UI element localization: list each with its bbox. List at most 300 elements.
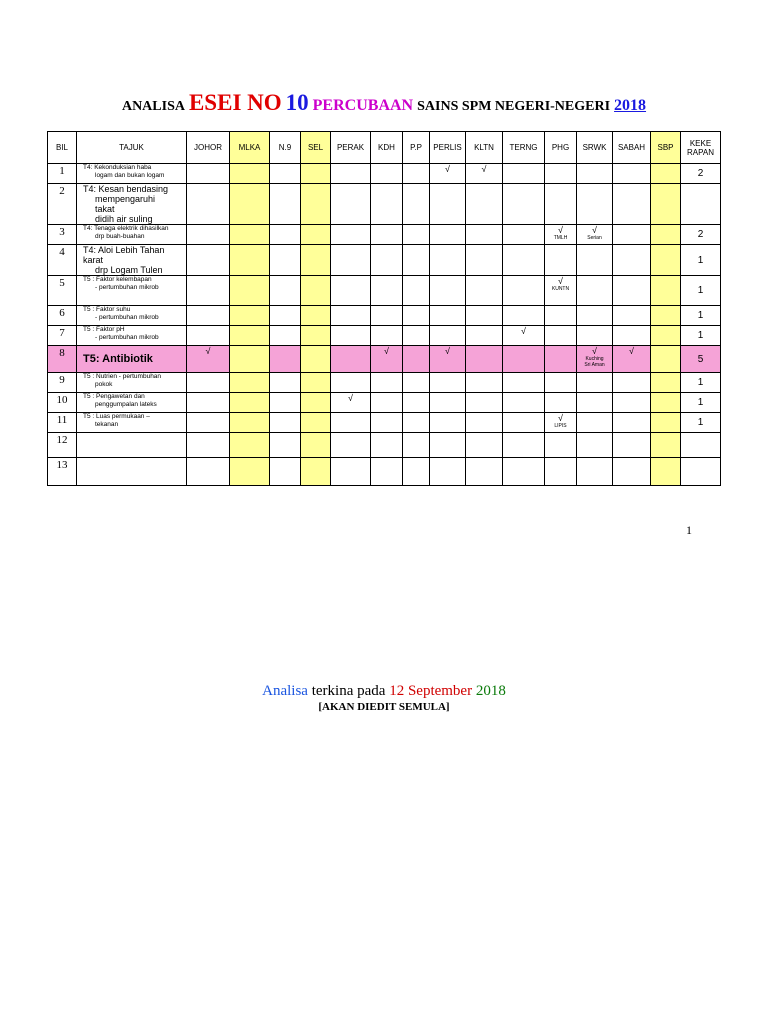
state-cell	[577, 306, 613, 326]
state-cell	[301, 326, 331, 346]
state-cell	[503, 164, 545, 184]
row-number: 10	[56, 394, 68, 406]
state-cell	[301, 458, 331, 486]
table-row	[48, 346, 721, 373]
state-cell	[651, 458, 681, 486]
frequency-cell: 1	[681, 393, 721, 413]
footer-note: [AKAN DIEDIT SEMULA]	[318, 701, 450, 713]
state-cell	[466, 326, 503, 346]
state-cell	[301, 393, 331, 413]
state-cell	[613, 458, 651, 486]
state-cell	[651, 184, 681, 225]
row-number: 5	[59, 277, 65, 289]
state-cell	[371, 393, 403, 413]
state-cell	[187, 276, 230, 306]
state-cell	[613, 276, 651, 306]
state-cell	[371, 306, 403, 326]
frequency-cell: 2	[681, 164, 721, 184]
frequency-cell: 1	[681, 245, 721, 276]
state-cell	[651, 306, 681, 326]
state-cell	[371, 164, 403, 184]
state-cell	[577, 225, 613, 245]
state-cell	[466, 433, 503, 458]
topic-text: T5 : Faktor suhu	[83, 306, 131, 313]
topic-text: tekanan	[95, 421, 119, 428]
state-cell	[503, 433, 545, 458]
state-cell	[613, 225, 651, 245]
state-cell	[503, 413, 545, 433]
state-cell	[403, 346, 430, 373]
frequency-cell	[681, 433, 721, 458]
state-cell	[577, 184, 613, 225]
footer-updated-line	[0, 683, 768, 700]
table-row	[48, 393, 721, 413]
column-header: SBP	[651, 132, 681, 164]
state-cell	[230, 184, 270, 225]
state-cell	[331, 184, 371, 225]
title-word-number: 10	[285, 90, 309, 115]
check-mark-icon: √	[445, 164, 450, 174]
state-cell	[545, 164, 577, 184]
state-cell	[466, 225, 503, 245]
footer-month: September	[407, 683, 473, 699]
state-cell	[187, 245, 230, 276]
state-cell	[270, 245, 301, 276]
row-number-cell	[48, 373, 77, 393]
topic-cell	[77, 276, 187, 306]
topic-text: - pertumbuhan mikrob	[95, 334, 159, 341]
column-header: KEKE RAPAN	[681, 132, 721, 164]
column-header: P.P	[403, 132, 430, 164]
state-cell	[301, 413, 331, 433]
row-number: 7	[59, 327, 65, 339]
column-header: SABAH	[613, 132, 651, 164]
footer-word-terkina: terkina pada	[311, 683, 386, 699]
state-cell	[187, 225, 230, 245]
state-cell	[331, 346, 371, 373]
topic-cell	[77, 326, 187, 346]
state-cell	[331, 373, 371, 393]
state-cell	[270, 225, 301, 245]
state-cell	[651, 393, 681, 413]
topic-text: T5: Antibiotik	[83, 353, 153, 365]
state-cell	[430, 393, 466, 413]
state-cell	[466, 276, 503, 306]
state-cell	[545, 184, 577, 225]
state-cell	[466, 346, 503, 373]
topic-text: T5 : Nutrien - pertumbuhan	[83, 373, 162, 380]
table-row	[48, 276, 721, 306]
state-cell	[331, 225, 371, 245]
state-cell	[430, 245, 466, 276]
topic-cell	[77, 306, 187, 326]
state-cell	[545, 373, 577, 393]
state-cell	[371, 373, 403, 393]
frequency-cell: 1	[681, 413, 721, 433]
page-title	[0, 90, 768, 116]
state-cell	[651, 225, 681, 245]
row-number-cell	[48, 346, 77, 373]
title-word-esei-no: ESEI NO	[188, 90, 282, 115]
state-cell	[331, 433, 371, 458]
state-cell	[371, 245, 403, 276]
state-cell	[301, 276, 331, 306]
topic-cell	[77, 346, 187, 373]
state-cell	[331, 306, 371, 326]
table-header-row	[48, 132, 721, 164]
state-cell	[301, 346, 331, 373]
state-cell	[403, 184, 430, 225]
state-cell	[270, 373, 301, 393]
state-cell	[301, 373, 331, 393]
topic-cell	[77, 373, 187, 393]
state-cell	[651, 276, 681, 306]
topic-text: takat	[95, 204, 115, 214]
state-cell	[651, 326, 681, 346]
state-cell	[371, 413, 403, 433]
state-cell	[613, 413, 651, 433]
state-cell	[187, 306, 230, 326]
state-cell	[371, 326, 403, 346]
state-cell	[403, 373, 430, 393]
state-cell	[503, 346, 545, 373]
state-cell	[651, 164, 681, 184]
state-cell	[331, 164, 371, 184]
state-cell	[270, 326, 301, 346]
table-row	[48, 245, 721, 276]
state-cell	[430, 458, 466, 486]
state-cell	[466, 413, 503, 433]
state-cell	[613, 326, 651, 346]
row-number: 1	[59, 165, 65, 177]
table-row	[48, 413, 721, 433]
state-cell	[403, 413, 430, 433]
state-cell	[230, 225, 270, 245]
state-cell	[403, 393, 430, 413]
state-cell	[403, 276, 430, 306]
state-cell	[371, 184, 403, 225]
row-number: 11	[56, 414, 68, 426]
state-cell	[403, 433, 430, 458]
topic-cell	[77, 164, 187, 184]
topic-text: T5 : Pengawetan dan	[83, 393, 145, 400]
state-cell	[270, 413, 301, 433]
state-cell	[466, 373, 503, 393]
check-mark-icon: √	[592, 346, 597, 356]
state-cell	[187, 373, 230, 393]
topic-text: pokok	[95, 381, 113, 388]
frequency-cell: 2	[681, 225, 721, 245]
state-cell	[651, 245, 681, 276]
state-cell	[230, 393, 270, 413]
table-row	[48, 458, 721, 486]
frequency-cell: 1	[681, 326, 721, 346]
page-number: 1	[686, 523, 692, 537]
state-cell	[545, 245, 577, 276]
state-cell	[230, 433, 270, 458]
row-number-cell	[48, 393, 77, 413]
state-cell	[577, 433, 613, 458]
state-cell	[503, 458, 545, 486]
state-cell	[270, 184, 301, 225]
state-cell	[371, 276, 403, 306]
state-cell	[545, 393, 577, 413]
state-cell	[503, 373, 545, 393]
state-cell	[187, 393, 230, 413]
frequency-cell: 5	[681, 346, 721, 373]
state-cell	[187, 458, 230, 486]
footer-year: 2018	[475, 683, 506, 699]
state-cell	[577, 413, 613, 433]
state-cell	[430, 373, 466, 393]
state-cell	[403, 306, 430, 326]
state-cell	[270, 433, 301, 458]
row-number: 3	[59, 226, 65, 238]
topic-text: T5 : Luas permukaan –	[83, 413, 150, 420]
state-cell	[371, 225, 403, 245]
column-header: TAJUK	[77, 132, 187, 164]
state-cell	[613, 346, 651, 373]
column-header: TERNG	[503, 132, 545, 164]
row-number-cell	[48, 326, 77, 346]
state-cell	[187, 413, 230, 433]
topic-text: drp Logam Tulen	[95, 265, 163, 275]
state-cell	[230, 306, 270, 326]
state-cell	[301, 306, 331, 326]
check-mark-icon: √	[558, 225, 563, 235]
state-cell	[270, 276, 301, 306]
state-cell	[577, 276, 613, 306]
state-cell	[230, 373, 270, 393]
topic-cell	[77, 225, 187, 245]
topic-cell	[77, 413, 187, 433]
state-cell	[577, 326, 613, 346]
state-cell	[301, 245, 331, 276]
row-number-cell	[48, 433, 77, 458]
column-header: PHG	[545, 132, 577, 164]
row-number-cell	[48, 306, 77, 326]
row-number-cell	[48, 225, 77, 245]
state-cell	[613, 373, 651, 393]
footer-word-analisa: Analisa	[262, 683, 308, 699]
state-cell	[270, 346, 301, 373]
column-header: PERAK	[331, 132, 371, 164]
state-cell	[430, 306, 466, 326]
state-cell	[301, 225, 331, 245]
topic-cell	[77, 458, 187, 486]
district-label: Serian	[587, 235, 602, 241]
row-number: 9	[59, 374, 65, 386]
topic-text: mempengaruhi	[95, 194, 156, 204]
row-number: 6	[59, 307, 65, 319]
state-cell	[403, 326, 430, 346]
row-number: 13	[56, 459, 68, 471]
state-cell	[545, 458, 577, 486]
check-mark-icon: √	[558, 413, 563, 423]
row-number: 12	[56, 434, 68, 446]
state-cell	[270, 458, 301, 486]
topic-text: - pertumbuhan mikrob	[95, 314, 159, 321]
frequency-cell: 1	[681, 276, 721, 306]
state-cell	[545, 276, 577, 306]
state-cell	[430, 413, 466, 433]
state-cell	[187, 184, 230, 225]
state-cell	[270, 164, 301, 184]
state-cell	[230, 164, 270, 184]
state-cell	[545, 346, 577, 373]
state-cell	[503, 393, 545, 413]
state-cell	[270, 306, 301, 326]
check-mark-icon: √	[629, 346, 634, 356]
row-number: 8	[59, 347, 65, 359]
state-cell	[331, 393, 371, 413]
table-row	[48, 433, 721, 458]
column-header: PERLIS	[430, 132, 466, 164]
state-cell	[187, 326, 230, 346]
district-label: LIPIS	[554, 423, 567, 429]
column-header: N.9	[270, 132, 301, 164]
title-word-analisa: ANALISA	[121, 99, 185, 114]
row-number-cell	[48, 413, 77, 433]
state-cell	[503, 225, 545, 245]
topic-text: drp buah-buahan	[95, 233, 145, 240]
state-cell	[651, 433, 681, 458]
check-mark-icon: √	[348, 393, 353, 403]
state-cell	[403, 164, 430, 184]
state-cell	[331, 326, 371, 346]
row-number-cell	[48, 458, 77, 486]
state-cell	[577, 164, 613, 184]
state-cell	[466, 184, 503, 225]
column-header: SEL	[301, 132, 331, 164]
state-cell	[270, 393, 301, 413]
topic-text: T5 : Faktor kelembapan	[83, 276, 152, 283]
topic-cell	[77, 433, 187, 458]
state-cell	[466, 458, 503, 486]
check-mark-icon: √	[521, 326, 526, 336]
frequency-cell: 1	[681, 373, 721, 393]
state-cell	[331, 276, 371, 306]
row-number-cell	[48, 164, 77, 184]
topic-cell	[77, 184, 187, 225]
state-cell	[301, 184, 331, 225]
state-cell	[430, 276, 466, 306]
topic-text: - pertumbuhan mikrob	[95, 284, 159, 291]
state-cell	[545, 306, 577, 326]
check-mark-icon: √	[205, 346, 211, 356]
state-cell	[187, 164, 230, 184]
state-cell	[503, 245, 545, 276]
state-cell	[577, 373, 613, 393]
column-header: KDH	[371, 132, 403, 164]
state-cell	[230, 326, 270, 346]
state-cell	[371, 433, 403, 458]
footer-day: 12	[389, 683, 405, 699]
topic-text: logam dan bukan logam	[95, 172, 165, 179]
state-cell	[430, 184, 466, 225]
state-cell	[371, 458, 403, 486]
state-cell	[545, 433, 577, 458]
state-cell	[403, 245, 430, 276]
state-cell	[466, 393, 503, 413]
table-row	[48, 326, 721, 346]
state-cell	[331, 245, 371, 276]
state-cell	[430, 433, 466, 458]
state-cell	[503, 306, 545, 326]
table-row	[48, 164, 721, 184]
state-cell	[331, 413, 371, 433]
state-cell	[577, 393, 613, 413]
title-word-sains: SAINS SPM NEGERI-NEGERI	[417, 99, 611, 114]
district-label: KUNTN	[551, 286, 570, 292]
state-cell	[403, 225, 430, 245]
table-row	[48, 225, 721, 245]
state-cell	[466, 164, 503, 184]
state-cell	[613, 306, 651, 326]
state-cell	[230, 346, 270, 373]
column-header: KLTN	[466, 132, 503, 164]
state-cell	[503, 326, 545, 346]
topic-text: T5 : Faktor pH	[83, 326, 125, 333]
state-cell	[371, 346, 403, 373]
column-header: MLKA	[230, 132, 270, 164]
column-header: SRWK	[577, 132, 613, 164]
frequency-cell: 1	[681, 306, 721, 326]
title-word-percubaan: PERCUBAAN	[312, 97, 414, 114]
frequency-cell	[681, 184, 721, 225]
column-header: BIL	[48, 132, 77, 164]
topic-text: T4: Aloi Lebih Tahan karat	[83, 245, 165, 265]
table-row	[48, 184, 721, 225]
row-number: 4	[59, 246, 65, 258]
state-cell	[545, 413, 577, 433]
topic-text: T4: Tenaga elektrik dihasilkan	[83, 225, 169, 232]
state-cell	[577, 458, 613, 486]
topic-text: T4: Kesan bendasing	[83, 184, 169, 194]
column-header: JOHOR	[187, 132, 230, 164]
state-cell	[403, 458, 430, 486]
state-cell	[503, 276, 545, 306]
row-number-cell	[48, 276, 77, 306]
title-word-year: 2018	[614, 97, 647, 114]
state-cell	[613, 184, 651, 225]
row-number-cell	[48, 184, 77, 225]
state-cell	[230, 245, 270, 276]
check-mark-icon: √	[558, 276, 563, 286]
frequency-cell	[681, 458, 721, 486]
state-cell	[230, 276, 270, 306]
topic-text: penggumpalan lateks	[95, 401, 157, 408]
state-cell	[545, 326, 577, 346]
state-cell	[545, 225, 577, 245]
state-cell	[466, 306, 503, 326]
state-cell	[301, 164, 331, 184]
state-cell	[651, 373, 681, 393]
district-label: Sri Aman	[584, 362, 605, 368]
state-cell	[503, 184, 545, 225]
state-cell	[331, 458, 371, 486]
topic-text: didih air suling	[95, 214, 153, 224]
state-cell	[651, 346, 681, 373]
state-cell	[651, 413, 681, 433]
state-cell	[577, 346, 613, 373]
topic-cell	[77, 245, 187, 276]
state-cell	[430, 326, 466, 346]
check-mark-icon: √	[481, 164, 487, 174]
state-cell	[301, 433, 331, 458]
district-label: TMLH	[553, 235, 568, 241]
state-cell	[430, 346, 466, 373]
